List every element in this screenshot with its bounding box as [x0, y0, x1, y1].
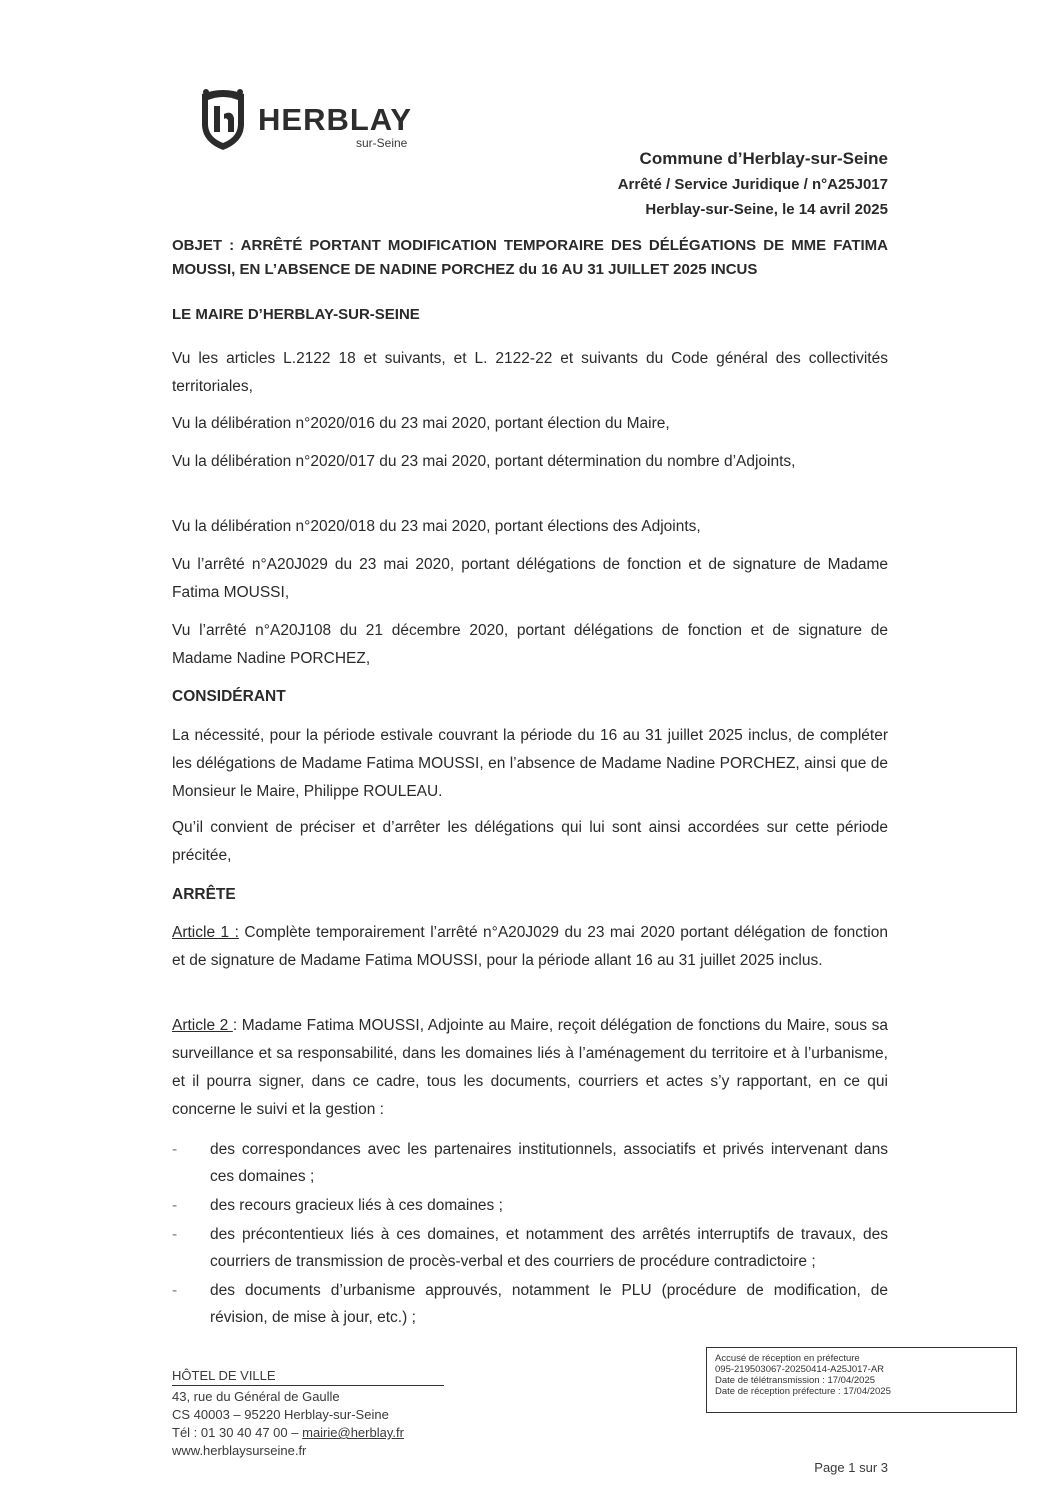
list-item: - des correspondances avec les partenaires institutionnels, associatifs et privés intervenant dans ces domaines ;: [172, 1141, 888, 1185]
considerant-paragraph-1: La nécessité, pour la période estivale couvrant la période du 16 au 31 juillet 2025 inclus, de compléter les délégations de Madame Fatima MOUSSI, en l’absence de Madame Nadine PORCHEZ, ainsi que de Monsieur le Maire, Philippe ROULEAU.: [172, 727, 888, 800]
article-2-label: Article 2: [172, 1017, 233, 1034]
stamp-line-1: Accusé de réception en préfecture: [715, 1353, 860, 1364]
footer-contact: [172, 1424, 444, 1442]
footer-email-link[interactable]: mairie@herblay.fr: [302, 1425, 404, 1440]
footer-website-link[interactable]: www.herblaysurseine.fr: [172, 1443, 307, 1458]
issuer-title: LE MAIRE D’HERBLAY-SUR-SEINE: [172, 306, 420, 323]
vu-paragraph-6: Vu l’arrêté n°A20J108 du 21 décembre 2020, portant délégations de fonction et de signature de Madame Nadine PORCHEZ,: [172, 622, 888, 667]
article-1: [172, 919, 888, 975]
arrete-title: ARRÊTE: [172, 886, 236, 903]
stamp-line-2: 095-219503067-20250414-A25J017-AR: [715, 1364, 885, 1375]
vu-paragraph-5: Vu l’arrêté n°A20J029 du 23 mai 2020, portant délégations de fonction et de signature de Madame Fatima MOUSSI,: [172, 556, 888, 601]
arrete-reference: Arrêté / Service Juridique / n°A25J017: [617, 176, 888, 193]
logo-name: HERBLAY: [258, 102, 412, 137]
prefecture-receipt-stamp: [706, 1347, 1017, 1413]
article-1-label: Article 1 :: [172, 924, 239, 941]
considerant-title: CONSIDÉRANT: [172, 688, 286, 705]
herblay-crest-icon: [196, 86, 250, 152]
document-header: [618, 146, 888, 222]
commune-name: Commune d’Herblay-sur-Seine: [639, 149, 888, 168]
list-item: - des documents d’urbanisme approuvés, notamment le PLU (procédure de modification, de révision, de mise à jour, etc.) ;: [172, 1282, 888, 1326]
footer-phone: Tél : 01 30 40 47 00 –: [172, 1425, 303, 1440]
stamp-line-3: Date de télétransmission : 17/04/2025: [715, 1375, 876, 1386]
footer-title: HÔTEL DE VILLE: [172, 1367, 444, 1386]
footer-address: [172, 1367, 444, 1460]
list-item: - des précontentieux liés à ces domaines, et notamment des arrêtés interruptifs de travaux, des courriers de transmission de procès-verbal et des courriers de procédure contradictoire ;: [172, 1226, 888, 1270]
logo: [196, 86, 436, 156]
article-2-list: [172, 1136, 888, 1333]
article-2-text: : Madame Fatima MOUSSI, Adjointe au Maire, reçoit délégation de fonctions du Maire, sous sa surveillance et sa responsabilité, dans les domaines liés à l’aménagement du territoire et à l’urbanisme, et il pourra signer, dans ce cadre, tous les documents, courriers et actes s’y rapportant, en ce qui concerne le suivi et la gestion :: [172, 1017, 888, 1118]
list-item: - des recours gracieux liés à ces domaines ;: [172, 1197, 503, 1214]
footer-street: 43, rue du Général de Gaulle: [172, 1389, 340, 1404]
vu-paragraph-3: Vu la délibération n°2020/017 du 23 mai 2020, portant détermination du nombre d’Adjoints,: [172, 453, 796, 470]
footer-city: CS 40003 – 95220 Herblay-sur-Seine: [172, 1407, 389, 1422]
document-date: Herblay-sur-Seine, le 14 avril 2025: [645, 201, 888, 218]
stamp-line-4: Date de réception préfecture : 17/04/2025: [715, 1386, 891, 1397]
article-2: [172, 1012, 888, 1124]
page-number: Page 1 sur 3: [814, 1460, 888, 1475]
article-1-text: Complète temporairement l’arrêté n°A20J029 du 23 mai 2020 portant délégation de fonction et de signature de Madame Fatima MOUSSI, pour la période allant 16 au 31 juillet 2025 inclus.: [172, 924, 888, 969]
considerant-paragraph-2: Qu’il convient de préciser et d’arrêter les délégations qui lui sont ainsi accordées sur cette période précitée,: [172, 819, 888, 864]
logo-subtitle: sur-Seine: [356, 136, 408, 150]
vu-paragraph-4: Vu la délibération n°2020/018 du 23 mai 2020, portant élections des Adjoints,: [172, 518, 701, 535]
document-object: OBJET : ARRÊTÉ PORTANT MODIFICATION TEMPORAIRE DES DÉLÉGATIONS DE MME FATIMA MOUSSI, EN L’ABSENCE DE NADINE PORCHEZ du 16 AU 31 JUILLET 2025 INCUS: [172, 237, 888, 278]
vu-paragraph-2: Vu la délibération n°2020/016 du 23 mai 2020, portant élection du Maire,: [172, 415, 670, 432]
vu-paragraph-1: Vu les articles L.2122 18 et suivants, et L. 2122-22 et suivants du Code général des collectivités territoriales,: [172, 350, 888, 395]
